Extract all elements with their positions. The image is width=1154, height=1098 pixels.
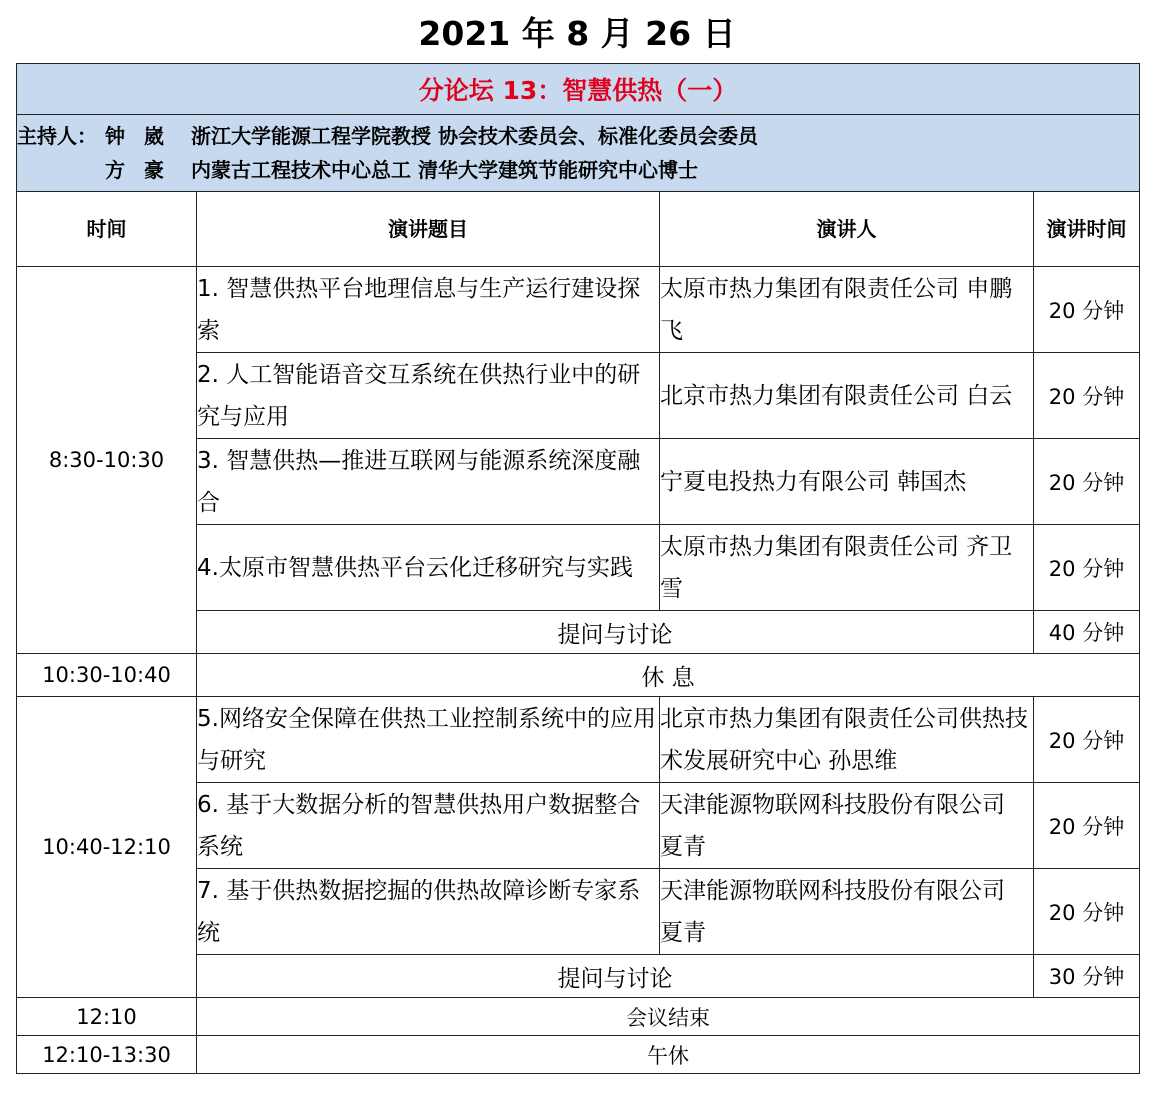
talk-duration: 20 分钟 — [1034, 783, 1140, 869]
talk-speaker: 太原市热力集团有限责任公司 申鹏飞 — [660, 267, 1034, 353]
host-description: 浙江大学能源工程学院教授 协会技术委员会、标准化委员会委员 — [191, 124, 758, 148]
lunch-row — [17, 1036, 1140, 1074]
talk-duration: 20 分钟 — [1034, 267, 1140, 353]
talk-duration: 20 分钟 — [1034, 353, 1140, 439]
discussion-duration: 40 分钟 — [1034, 611, 1140, 654]
talk-topic: 2. 人工智能语音交互系统在供热行业中的研究与应用 — [197, 353, 660, 439]
table-row — [17, 267, 1140, 353]
session-time: 8:30-10:30 — [17, 267, 197, 654]
talk-topic: 7. 基于供热数据挖掘的供热故障诊断专家系统 — [197, 869, 660, 955]
host-cell — [17, 115, 1140, 192]
host-line-2 — [17, 153, 1139, 187]
discussion-label: 提问与讨论 — [197, 611, 1034, 654]
talk-speaker: 北京市热力集团有限责任公司供热技术发展研究中心 孙思维 — [660, 697, 1034, 783]
talk-duration: 20 分钟 — [1034, 869, 1140, 955]
talk-speaker: 宁夏电投热力有限公司 韩国杰 — [660, 439, 1034, 525]
end-time: 12:10 — [17, 998, 197, 1036]
break-time: 10:30-10:40 — [17, 654, 197, 697]
host-name: 钟 崴 — [105, 124, 170, 148]
end-label: 会议结束 — [197, 998, 1140, 1036]
talk-speaker: 太原市热力集团有限责任公司 齐卫雪 — [660, 525, 1034, 611]
break-row — [17, 654, 1140, 697]
host-line-1 — [17, 119, 1139, 153]
lunch-time: 12:10-13:30 — [17, 1036, 197, 1074]
talk-speaker: 北京市热力集团有限责任公司 白云 — [660, 353, 1034, 439]
forum-title: 分论坛 13：智慧供热（一） — [17, 64, 1140, 115]
talk-topic: 6. 基于大数据分析的智慧供热用户数据整合系统 — [197, 783, 660, 869]
talk-duration: 20 分钟 — [1034, 525, 1140, 611]
host-name: 方 豪 — [105, 158, 170, 182]
talk-topic: 4.太原市智慧供热平台云化迁移研究与实践 — [197, 525, 660, 611]
table-row — [17, 697, 1140, 783]
header-duration: 演讲时间 — [1034, 192, 1140, 267]
discussion-label: 提问与讨论 — [197, 955, 1034, 998]
host-label: 主持人： — [17, 124, 97, 148]
talk-topic: 5.网络安全保障在供热工业控制系统中的应用与研究 — [197, 697, 660, 783]
talk-topic: 1. 智慧供热平台地理信息与生产运行建设探索 — [197, 267, 660, 353]
page-title: 2021 年 8 月 26 日 — [418, 14, 736, 53]
header-topic: 演讲题目 — [197, 192, 660, 267]
header-speaker: 演讲人 — [660, 192, 1034, 267]
forum-title-row — [17, 64, 1140, 115]
lunch-label: 午休 — [197, 1036, 1140, 1074]
talk-speaker: 天津能源物联网科技股份有限公司 夏青 — [660, 783, 1034, 869]
end-row — [17, 998, 1140, 1036]
talk-speaker: 天津能源物联网科技股份有限公司 夏青 — [660, 869, 1034, 955]
table-header-row — [17, 192, 1140, 267]
talk-duration: 20 分钟 — [1034, 697, 1140, 783]
talk-topic: 3. 智慧供热—推进互联网与能源系统深度融合 — [197, 439, 660, 525]
break-label: 休 息 — [197, 654, 1140, 697]
session-time: 10:40-12:10 — [17, 697, 197, 998]
header-time: 时间 — [17, 192, 197, 267]
host-description: 内蒙古工程技术中心总工 清华大学建筑节能研究中心博士 — [191, 158, 698, 182]
agenda-table — [16, 63, 1140, 1074]
talk-duration: 20 分钟 — [1034, 439, 1140, 525]
discussion-duration: 30 分钟 — [1034, 955, 1140, 998]
host-row — [17, 115, 1140, 192]
